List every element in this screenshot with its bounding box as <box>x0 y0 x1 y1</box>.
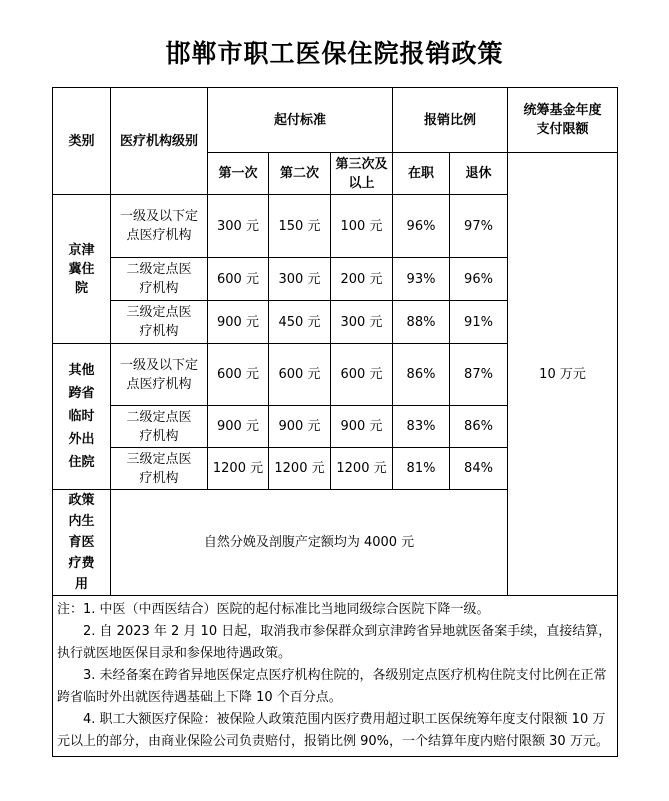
header-employed: 在职 <box>393 153 450 195</box>
retired-cell: 86% <box>450 406 508 448</box>
first-cell: 1200 元 <box>208 448 269 490</box>
header-first: 第一次 <box>208 153 269 195</box>
first-cell: 600 元 <box>208 258 269 301</box>
note-3: 3. 未经备案在跨省异地医保定点医疗机构住院的，各级别定点医疗机构住院支付比例在正常跨省临时外出就医待遇基础上下降 10 个百分点。 <box>57 668 607 705</box>
header-level: 医疗机构级别 <box>111 88 208 195</box>
note-4: 4. 职工大额医疗保险：被保险人政策范围内医疗费用超过职工医保统筹年度支付限额 10 万元以上的部分，由商业保险公司负责赔付，报销比例 90%，一个结算年度内赔付限额 30 万元。 <box>57 712 609 749</box>
third-cell: 1200 元 <box>331 448 393 490</box>
first-cell: 900 元 <box>208 406 269 448</box>
header-second: 第二次 <box>269 153 331 195</box>
retired-cell: 91% <box>450 301 508 344</box>
header-ratio: 报销比例 <box>393 88 508 153</box>
second-cell: 900 元 <box>269 406 331 448</box>
second-cell: 150 元 <box>269 195 331 258</box>
page-title: 邯郸市职工医保住院报销政策 <box>165 39 504 68</box>
first-cell: 600 元 <box>208 344 269 406</box>
header-deductible: 起付标准 <box>208 88 393 153</box>
level-cell: 一级及以下定点医疗机构 <box>111 344 208 406</box>
employed-cell: 83% <box>393 406 450 448</box>
employed-cell: 93% <box>393 258 450 301</box>
header-retired: 退休 <box>450 153 508 195</box>
employed-cell: 88% <box>393 301 450 344</box>
second-cell: 450 元 <box>269 301 331 344</box>
retired-cell: 87% <box>450 344 508 406</box>
employed-cell: 86% <box>393 344 450 406</box>
header-third: 第三次及以上 <box>331 153 393 195</box>
fund-limit-value: 10 万元 <box>508 153 618 596</box>
retired-cell: 84% <box>450 448 508 490</box>
notes-cell <box>53 596 618 757</box>
level-cell: 一级及以下定点医疗机构 <box>111 195 208 258</box>
third-cell: 900 元 <box>331 406 393 448</box>
second-cell: 600 元 <box>269 344 331 406</box>
retired-cell: 97% <box>450 195 508 258</box>
third-cell: 300 元 <box>331 301 393 344</box>
maternity-text: 自然分娩及剖腹产定额均为 4000 元 <box>111 490 508 596</box>
level-cell: 二级定点医疗机构 <box>111 406 208 448</box>
third-cell: 100 元 <box>331 195 393 258</box>
category-cell: 京津冀住院 <box>53 195 111 344</box>
retired-cell: 96% <box>450 258 508 301</box>
second-cell: 300 元 <box>269 258 331 301</box>
header-category: 类别 <box>53 88 111 195</box>
first-cell: 300 元 <box>208 195 269 258</box>
employed-cell: 81% <box>393 448 450 490</box>
first-cell: 900 元 <box>208 301 269 344</box>
policy-table <box>52 87 618 757</box>
employed-cell: 96% <box>393 195 450 258</box>
third-cell: 200 元 <box>331 258 393 301</box>
second-cell: 1200 元 <box>269 448 331 490</box>
note-2: 2. 自 2023 年 2 月 10 日起，取消我市参保群众到京津跨省异地就医备案手续，直接结算，执行就医地医保目录和参保地待遇政策。 <box>57 624 612 661</box>
header-fund-limit: 统筹基金年度支付限额 <box>508 88 618 153</box>
level-cell: 三级定点医疗机构 <box>111 301 208 344</box>
level-cell: 三级定点医疗机构 <box>111 448 208 490</box>
note-1: 注：1. 中医（中西医结合）医院的起付标准比当地同级综合医院下降一级。 <box>57 602 490 617</box>
maternity-category: 政策内生育医疗费用 <box>53 490 111 596</box>
third-cell: 600 元 <box>331 344 393 406</box>
header-row <box>53 88 618 153</box>
level-cell: 二级定点医疗机构 <box>111 258 208 301</box>
notes-row <box>53 596 618 757</box>
category-cell: 其他跨省临时外出住院 <box>53 344 111 490</box>
